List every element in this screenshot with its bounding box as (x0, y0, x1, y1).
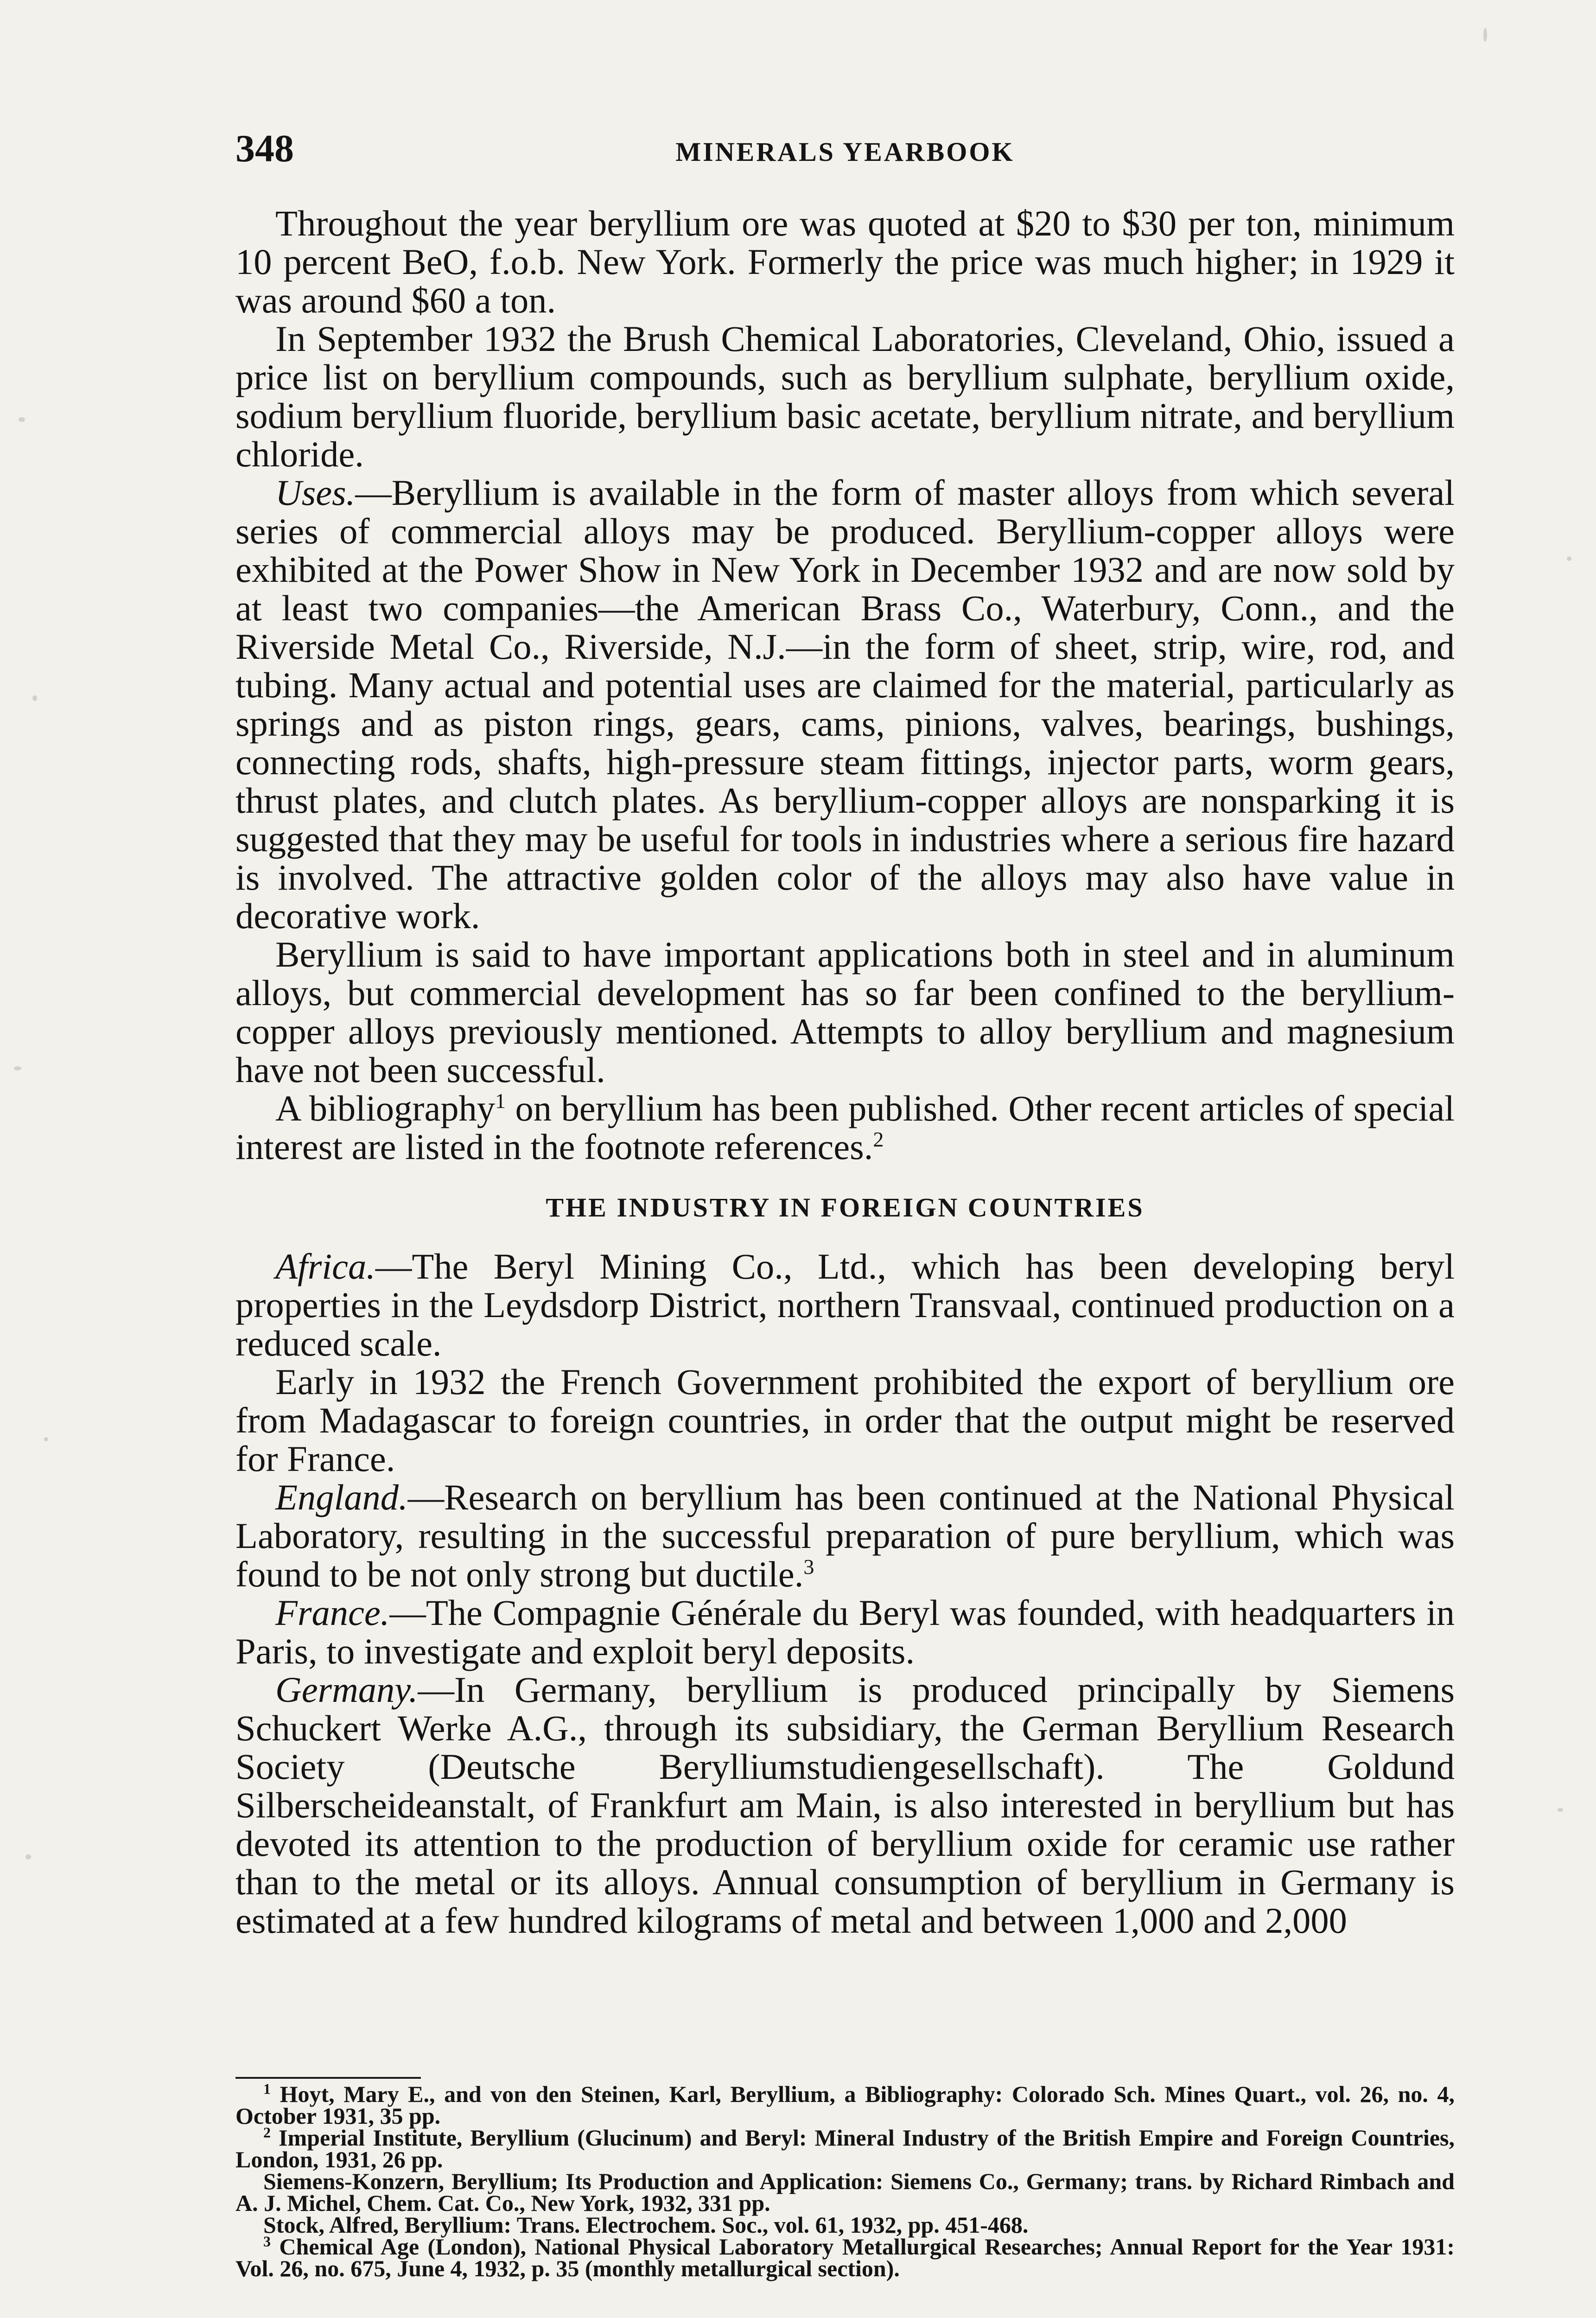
footnote-ref-2: 2 (873, 1127, 884, 1151)
footnote-3: $^3$ Chemical Age (London), National Physical Laboratory Metallurgical Researches; Annual Report for the Year 1931: Vol. 26, no. 675, June 4, 1932, p. 35 (monthly metallurgical section). (235, 2233, 1455, 2281)
footnote-ref-1: 1 (495, 1089, 506, 1113)
africa-label: Africa. (275, 1246, 375, 1286)
paragraph-england: England.—Research on beryllium has been continued at the National Physical Laboratory, resulting in the successful preparation of pure beryllium, which was found to be not only strong but ductile.$^3$ (235, 1477, 1455, 1594)
page-number: 348 (235, 127, 294, 170)
paragraph-madagascar: Early in 1932 the French Government prohibited the export of beryllium ore from Madagascar to foreign countries, in order that the output might be reserved for France. (235, 1362, 1455, 1479)
france-label: France. (275, 1592, 390, 1633)
paragraph-france: France.—The Compagnie Générale du Beryl was founded, with headquarters in Paris, to investigate and exploit beryl deposits. (235, 1592, 1455, 1671)
footnotes (235, 2080, 1455, 2281)
paragraph-applications: Beryllium is said to have important applications both in steel and in aluminum alloys, but commercial development has so far been confined to the beryllium-copper alloys previously mentioned. Attempts to alloy beryllium and magnesium have not been successful. (235, 934, 1455, 1090)
footnote-divider (235, 2077, 421, 2079)
paragraph-bibliography: A bibliography$^1$ on beryllium has been published. Other recent articles of special interest are listed in the footnote references.$^2$ (235, 1088, 1455, 1167)
paragraph-germany: Germany.—In Germany, beryllium is produced principally by Siemens Schuckert Werke A.G., through its subsidiary, the German Beryllium Research Society (Deutsche Berylliumstudiengesellschaft). The Goldund Silberscheideanstalt, of Frankfurt am Main, is also interested in beryllium but has devoted its attention to the production of beryllium oxide for ceramic use rather than to the metal or its alloys. Annual consumption of beryllium in Germany is estimated at a few hundred kilograms of metal and between 1,000 and 2,000 (235, 1669, 1455, 1941)
footnote-2-stock: Stock, Alfred, Beryllium: Trans. Electrochem. Soc., vol. 61, 1932, pp. 451-468. (263, 2212, 1029, 2238)
paragraph-price: Throughout the year beryllium ore was quoted at $20 to $30 per ton, minimum 10 percent BeO, f.o.b. New York. Formerly the price was much higher; in 1929 it was around $60 a ton. (235, 203, 1455, 320)
footnote-1: $^1$ Hoyt, Mary E., and von den Steinen, Karl, Beryllium, a Bibliography: Colorado Sch. Mines Quart., vol. 26, no. 4, October 1931, 35 pp. (235, 2080, 1455, 2129)
germany-label: Germany. (275, 1669, 418, 1710)
footnote-ref-3: 3 (803, 1554, 814, 1579)
england-label: England. (275, 1477, 408, 1517)
section-heading: THE INDUSTRY IN FOREIGN COUNTRIES (546, 1192, 1145, 1223)
running-head: MINERALS YEARBOOK (675, 137, 1015, 167)
footnote-2-siemens: Siemens-Konzern, Beryllium; Its Production and Application: Siemens Co., Germany; trans. by Richard Rimbach and A. J. Michel, Chem. Cat. Co., New York, 1932, 331 pp. (235, 2168, 1455, 2216)
uses-label: Uses. (275, 472, 356, 513)
footnote-2: $^2$ Imperial Institute, Beryllium (Glucinum) and Beryl: Mineral Industry of the British Empire and Foreign Countries, London, 1931, 26 pp. (235, 2124, 1455, 2172)
paragraph-price-list: In September 1932 the Brush Chemical Laboratories, Cleveland, Ohio, issued a price list on beryllium compounds, such as beryllium sulphate, beryllium oxide, sodium beryllium fluoride, beryllium basic acetate, beryllium nitrate, and beryllium chloride. (235, 318, 1455, 474)
page-header (235, 126, 1455, 177)
paragraph-africa: Africa.—The Beryl Mining Co., Ltd., which has been developing beryl properties in the Leydsdorp District, northern Transvaal, continued production on a reduced scale. (235, 1246, 1455, 1363)
body-text (235, 204, 1455, 1940)
paragraph-uses: Uses.—Beryllium is available in the form of master alloys from which several series of commercial alloys may be produced. Beryllium-copper alloys were exhibited at the Power Show in New York in December 1932 and are now sold by at least two companies—the American Brass Co., Waterbury, Conn., and the Riverside Metal Co., Riverside, N.J.—in the form of sheet, strip, wire, rod, and tubing. Many actual and potential uses are claimed for the material, particularly as springs and as piston rings, gears, cams, pinions, valves, bearings, bushings, connecting rods, shafts, high-pressure steam fittings, injector parts, worm gears, thrust plates, and clutch plates. As beryllium-copper alloys are nonsparking it is suggested that they may be useful for tools in industries where a serious fire hazard is involved. The attractive golden color of the alloys may also have value in decorative work. (235, 472, 1455, 936)
